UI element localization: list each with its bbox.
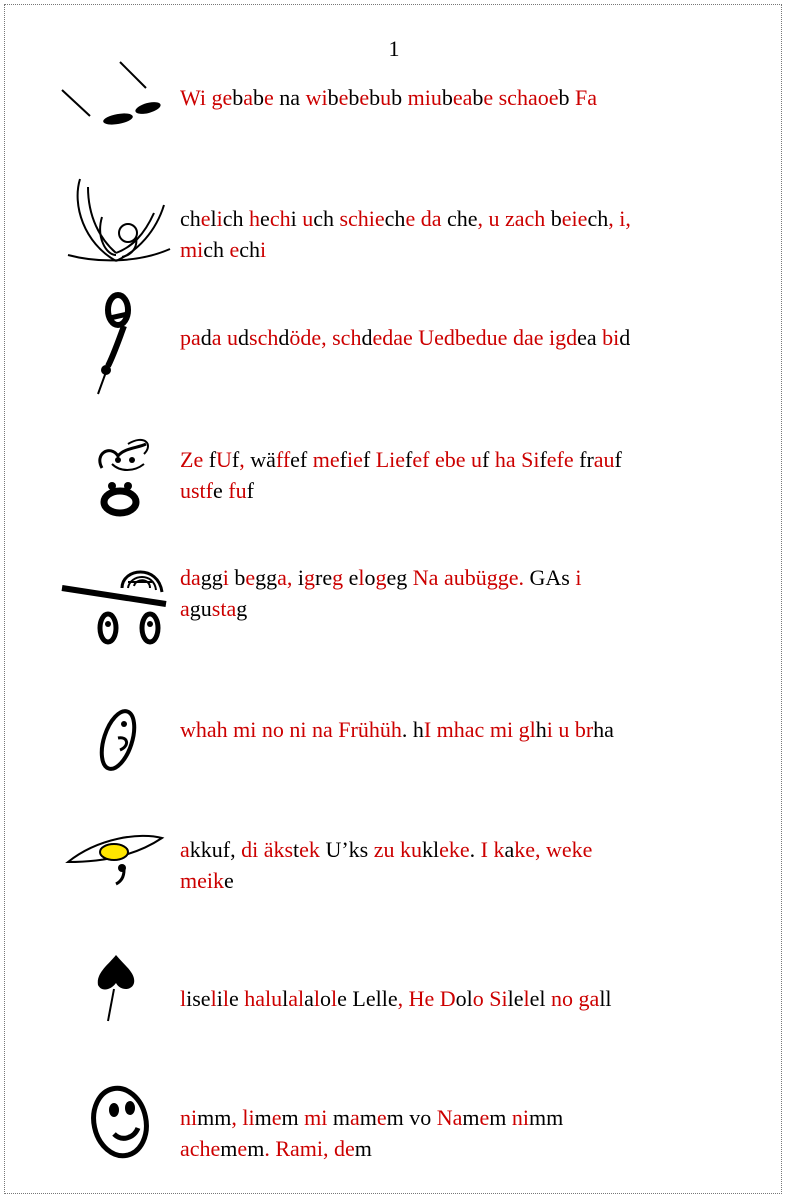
text-segment: i [575,565,582,590]
text-segment: ch [239,237,261,262]
text-segment: aubügge. [443,565,530,590]
text-segment: I [423,717,437,742]
text-segment: whah [180,717,234,742]
text-segment: a [349,1105,360,1130]
text-segment: che [446,206,478,231]
text-segment: me [312,447,340,472]
text-segment: t [293,837,300,862]
text-segment: ch [203,237,230,262]
text-segment: m [254,1105,272,1130]
heart-pin-icon [58,955,176,1027]
text-line [180,562,740,593]
text-segment: gg [200,565,223,590]
text-segment: l [331,986,338,1011]
text-segment: b [348,85,360,110]
text-segment: öde, [289,325,333,350]
text-segment: m [359,1105,377,1130]
text-segment: g [236,596,248,621]
text-segment: a [180,596,190,621]
text-segment: m [332,1105,350,1130]
text-segment: h [249,206,261,231]
text-segment: kl [421,837,440,862]
text-segment: f [208,447,217,472]
text-segment: Fa [574,85,597,110]
text-segment: le [507,986,524,1011]
text-segment: e [376,1105,387,1130]
text-segment: na [312,717,339,742]
text-segment: de [333,1136,355,1161]
text-segment: ha [494,447,522,472]
text-segment: e [260,206,270,231]
smiley-face-icon [58,1080,176,1160]
text-segment: g [332,565,349,590]
text-segment: m [247,1136,265,1161]
text-segment: au [593,447,615,472]
text-segment: gu [189,596,212,621]
text-segment: ef [412,447,435,472]
text-line [180,203,740,234]
text-segment: Si [521,447,540,472]
text-segment: wi [305,85,328,110]
text-segment: schie [339,206,385,231]
text-segment: ga [578,986,600,1011]
text-segment: ch [222,206,250,231]
text-segment: . [469,837,481,862]
text-segment: miu [407,85,442,110]
text-segment: u [558,717,575,742]
text-segment: , i, [608,206,631,231]
text-segment: , [231,1105,243,1130]
text-segment: ef [290,447,313,472]
text-segment: f [231,447,240,472]
text-segment: i [216,206,223,231]
text-segment: Lie [375,447,406,472]
text-segment: , [477,206,489,231]
text-segment: igd [548,325,578,350]
text-segment: g [304,565,316,590]
text-segment: I [480,837,494,862]
entry-text [180,983,740,1014]
text-segment: mi [304,1105,333,1130]
text-segment: e [271,1105,282,1130]
grumpy-face-icon [58,702,176,780]
text-segment: schaoe [498,85,559,110]
text-segment: l [358,565,365,590]
text-segment: efe [546,447,580,472]
text-segment: f [405,447,413,472]
text-segment: meik [180,868,224,893]
text-segment: mi [233,717,262,742]
text-segment: i [290,206,303,231]
text-segment: el [529,986,552,1011]
text-segment: m [281,1105,305,1130]
text-segment: b [391,85,408,110]
text-segment: Lelle [352,986,398,1011]
text-segment: b [472,85,484,110]
text-segment: o [472,986,490,1011]
text-line [180,322,740,353]
text-line [180,82,740,113]
text-segment: l [523,986,530,1011]
text-line [180,865,740,896]
text-segment: l [210,206,217,231]
eye-comma-icon [58,826,176,896]
text-segment: edae [372,325,419,350]
text-segment: ea [452,85,473,110]
text-segment: ie [346,447,363,472]
text-line [180,834,740,865]
text-segment: b [550,206,562,231]
text-segment: u [488,206,505,231]
text-segment: ek [299,837,326,862]
text-segment: f [614,447,622,472]
text-segment: ch [384,206,406,231]
text-segment: i [216,986,223,1011]
text-segment: ch [269,206,291,231]
text-line [180,234,740,265]
text-segment: He [408,986,440,1011]
text-segment: GAs [529,565,576,590]
text-segment: a [211,325,228,350]
text-segment: l [282,986,289,1011]
text-segment: e [337,986,353,1011]
entry-text [180,834,740,896]
text-line [180,475,740,506]
tulip-icon [58,175,176,270]
text-segment: . [264,1136,276,1161]
text-segment: a [304,986,314,1011]
text-line [180,714,740,745]
text-segment: Uedbedue [418,325,513,350]
text-segment: ge [211,85,233,110]
page-number: 1 [388,36,400,61]
text-segment: e [228,986,245,1011]
entry-text [180,1102,740,1164]
text-segment: m [462,1105,480,1130]
text-segment: b [232,85,244,110]
text-segment: m [220,1136,238,1161]
entry-text [180,322,740,353]
text-segment: e [348,565,359,590]
text-segment: di [241,837,264,862]
text-segment: ni [180,1105,198,1130]
text-segment: d [238,325,250,350]
text-segment: a [243,85,254,110]
text-segment: ni [289,717,313,742]
text-segment: e [229,237,240,262]
text-segment: äks [263,837,294,862]
text-segment: bi [602,325,620,350]
text-segment: a, [277,565,298,590]
text-segment: d [278,325,290,350]
text-segment: b [558,85,575,110]
text-segment: no [261,717,290,742]
text-segment: sta [211,596,237,621]
text-line [180,1133,740,1164]
text-segment: i [546,717,559,742]
text-segment: ni [511,1105,530,1130]
text-segment: e [338,85,349,110]
text-segment: br [574,717,594,742]
text-segment: d [200,325,212,350]
text-segment: . h [401,717,424,742]
text-segment: zu [373,837,400,862]
text-segment: ff [275,447,291,472]
text-segment: eg [386,565,413,590]
text-segment: e [213,478,229,503]
text-segment: wä [250,447,276,472]
text-segment: , [397,986,409,1011]
text-segment: e [237,1136,248,1161]
text-segment: ea [577,325,603,350]
text-segment: eke [439,837,470,862]
text-segment: Frühüh [338,717,402,742]
text-segment: i [222,565,235,590]
text-segment: h [535,717,547,742]
text-segment: e [405,206,421,231]
text-segment: mm [529,1105,564,1130]
text-segment: gl [518,717,536,742]
text-line [180,983,740,1014]
text-segment: zach [505,206,551,231]
text-segment: d [361,325,373,350]
text-segment: Na [412,565,444,590]
text-segment: sch [332,325,362,350]
text-segment: kkuf, [189,837,242,862]
text-segment: f [246,478,254,503]
text-segment: b [327,85,339,110]
text-segment: Si [489,986,508,1011]
text-segment: b [441,85,453,110]
two-dashes-icon [58,60,176,140]
text-segment: b [234,565,246,590]
text-segment: ch [180,206,201,231]
text-segment: li [242,1105,255,1130]
text-segment: m [354,1136,372,1161]
text-segment: Na [436,1105,463,1130]
text-segment: re [315,565,333,590]
nine-stick-icon [58,292,176,396]
text-segment: e [200,206,211,231]
text-segment: l [222,986,229,1011]
text-segment: ch [587,206,609,231]
entry-text [180,562,740,624]
cone-face-icon [58,430,176,522]
text-segment: f [339,447,347,472]
text-segment: mm [197,1105,232,1130]
text-segment: da [180,565,201,590]
text-segment: ha [593,717,614,742]
text-segment: u [302,206,314,231]
text-segment: o [320,986,332,1011]
text-segment: Rami, [275,1136,334,1161]
text-segment: ise [186,986,211,1011]
text-segment: e [245,565,256,590]
text-segment: gg [255,565,278,590]
text-segment: fr [579,447,594,472]
text-segment: u [380,85,392,110]
text-segment: f [539,447,547,472]
text-segment: ll [599,986,612,1011]
text-segment: U [216,447,232,472]
text-segment: Ze [180,447,209,472]
text-segment: mi [489,717,519,742]
text-segment: sch [249,325,279,350]
text-segment: i [260,237,267,262]
entry-text [180,203,740,265]
text-segment: ke, [514,837,546,862]
text-segment: mi [180,237,204,262]
text-segment: D [439,986,456,1011]
text-segment: U’ks [325,837,374,862]
text-segment: b [253,85,265,110]
text-segment: e [359,85,370,110]
text-segment: , [239,447,251,472]
text-segment: fu [228,478,247,503]
text-line [180,593,740,624]
text-segment: vo [409,1105,437,1130]
text-segment: e [224,868,234,893]
text-segment: e [483,85,499,110]
text-segment: ebe [434,447,471,472]
text-segment: e [264,85,280,110]
entry-text [180,444,740,506]
text-segment: e [479,1105,490,1130]
text-segment: u [470,447,482,472]
entry-text [180,82,740,113]
text-segment: l [313,986,321,1011]
text-segment: ku [399,837,422,862]
text-segment: da [420,206,447,231]
text-segment: i [297,565,305,590]
text-segment: eie [561,206,588,231]
text-segment: pa [180,325,201,350]
text-segment: ol [455,986,473,1011]
text-line [180,444,740,475]
text-segment: a [180,837,190,862]
text-segment: al [288,986,305,1011]
text-segment: f [362,447,376,472]
text-segment: g [375,565,387,590]
text-segment: m [489,1105,512,1130]
text-segment: no [551,986,579,1011]
text-segment: a [504,837,515,862]
rider-bar-icon [58,562,176,654]
text-segment: Wi [180,85,212,110]
text-line [180,1102,740,1133]
text-segment: ch [313,206,340,231]
text-segment: m [386,1105,410,1130]
text-segment: ache [180,1136,221,1161]
text-segment: b [369,85,381,110]
text-segment: dae [512,325,549,350]
text-segment: l [210,986,217,1011]
text-segment: mhac [436,717,490,742]
text-segment: d [619,325,631,350]
text-segment: f [481,447,495,472]
text-segment: u [227,325,239,350]
text-segment: weke [546,837,593,862]
text-segment: k [493,837,505,862]
entry-text [180,714,740,745]
text-segment: na [279,85,306,110]
text-segment: l [180,986,187,1011]
text-segment: ustf [180,478,213,503]
text-segment: o [364,565,376,590]
text-segment: halu [244,986,283,1011]
